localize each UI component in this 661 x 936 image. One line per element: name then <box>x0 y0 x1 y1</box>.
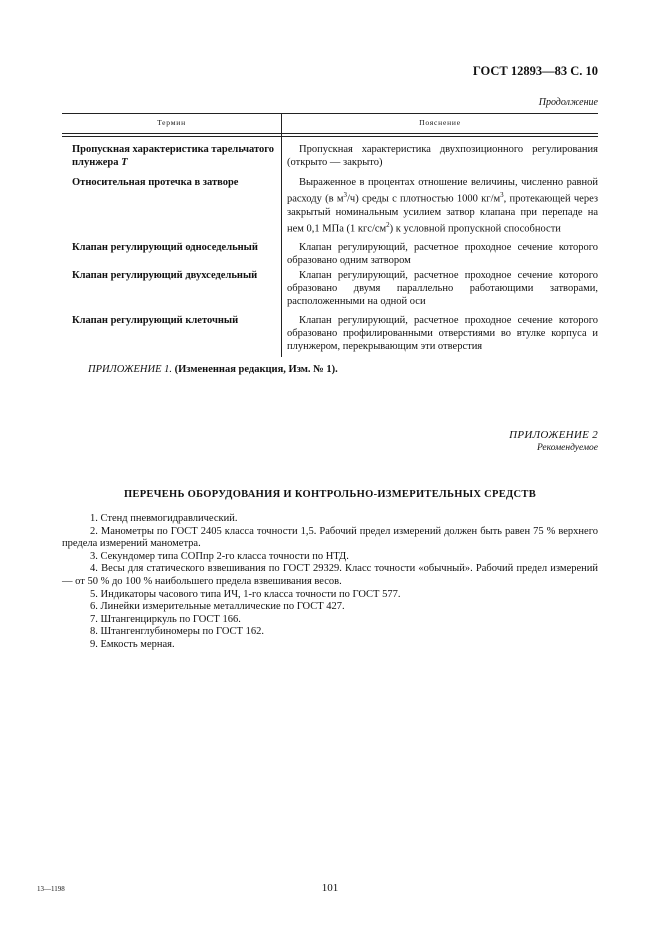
appendix1-note: ПРИЛОЖЕНИЕ 1. (Измененная редакция, Изм. № 1). <box>88 364 338 375</box>
list-item: 2. Манометры по ГОСТ 2405 класса точности 1,5. Рабочий предел измерений должен быть равен 75 % верхнего предела измерений манометра. <box>62 525 598 550</box>
table-top-rule <box>62 113 598 114</box>
page-number: 101 <box>321 882 339 894</box>
list-item: 5. Индикаторы часового типа ИЧ, 1-го класса точности по ГОСТ 577. <box>90 588 401 600</box>
table-row-term: Клапан регулирующий односедельный <box>72 242 258 253</box>
column-header-term: Термин <box>157 118 186 127</box>
print-code: 13—1198 <box>37 885 65 893</box>
table-row-explanation: Клапан регулирующий, расчетное проходное сечение которого образовано профилированными отверстиями во втулке корпуса и плунжером, перекрывающим эти отверстия <box>287 315 598 352</box>
table-row-explanation: Клапан регулирующий, расчетное проходное сечение которого образовано двумя параллельно работающими затворами, расположенными на одной оси <box>287 270 598 307</box>
document-header: ГОСТ 12893—83 С. 10 <box>472 64 598 78</box>
table-row-explanation: Клапан регулирующий, расчетное проходное сечение которого образовано одним затвором <box>287 242 598 266</box>
list-item: 1. Стенд пневмогидравлический. <box>90 513 238 524</box>
column-header-explanation: Пояснение <box>419 118 461 127</box>
table-row-term: Клапан регулирующий клеточный <box>72 315 239 326</box>
table-row-term: Клапан регулирующий двухседельный <box>72 270 258 281</box>
table-row-explanation: Выраженное в процентах отношение величины, численно равной расходу (в $м^3/ч$) среды с плотностью 1000 $кг/м^3$, протекающей через закрытый номинальным усилием затвор клапана при перепаде на нем 0,1 МПа (1 кгс/$см^2$) к условной пропускной способности <box>287 177 599 234</box>
list-item: 4. Весы для статического взвешивания по ГОСТ 29329. Класс точности «обычный». Рабочий предел измерений — от 50 % до 100 % наибольшего предела взвешивания весов. <box>62 563 598 587</box>
list-item: 3. Секундомер типа СОПпр 2-го класса точности по НТД. <box>90 550 349 562</box>
continuation-label: Продолжение <box>538 97 598 108</box>
section-title: ПЕРЕЧЕНЬ ОБОРУДОВАНИЯ И КОНТРОЛЬНО-ИЗМЕРИТЕЛЬНЫХ СРЕДСТВ <box>123 489 537 500</box>
table-header-rule <box>62 133 598 134</box>
table-row-term: Относительная протечка в затворе <box>72 177 239 188</box>
list-item: 7. Штангенциркуль по ГОСТ 166. <box>90 613 241 625</box>
table-column-divider <box>281 113 282 357</box>
table-header-rule-double <box>62 136 598 137</box>
table-row-term: Пропускная характеристика тарельчатого плунжера T <box>72 144 274 168</box>
list-item: 6. Линейки измерительные металлические по ГОСТ 427. <box>90 601 345 613</box>
equipment-list <box>62 513 598 652</box>
appendix2-label: ПРИЛОЖЕНИЕ 2 <box>509 429 598 441</box>
list-item: 8. Штангенглубиномеры по ГОСТ 162. <box>90 626 264 638</box>
list-item: 9. Емкость мерная. <box>90 638 175 650</box>
term-symbol: T <box>121 157 128 168</box>
table-row-explanation: Пропускная характеристика двухпозиционного регулирования (открыто — закрыто) <box>287 144 598 168</box>
appendix2-status: Рекомендуемое <box>536 443 598 453</box>
